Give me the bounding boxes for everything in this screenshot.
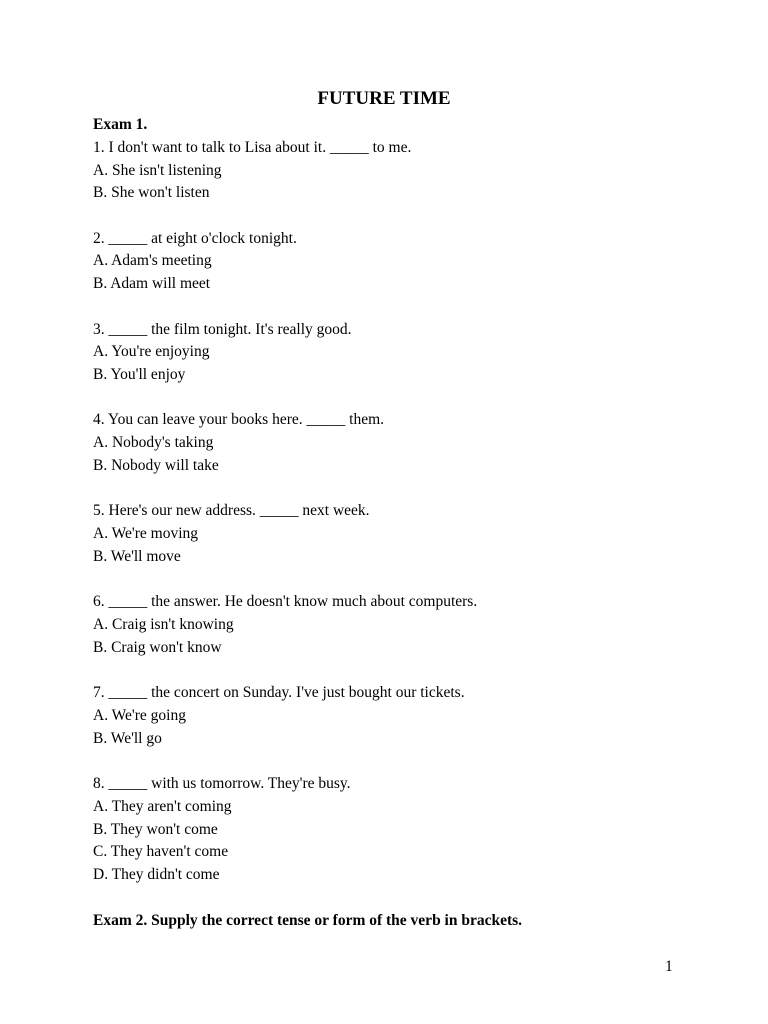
answer-option: A. We're moving: [93, 525, 199, 543]
answer-option: C. They haven't come: [93, 843, 229, 861]
answer-option: B. We'll move: [93, 547, 181, 565]
question-5: [93, 500, 733, 568]
answer-option: A. Craig isn't knowing: [93, 616, 234, 634]
answer-option: B. She won't listen: [93, 184, 210, 202]
question-stem: 2. _____ at eight o'clock tonight.: [93, 229, 297, 247]
document-body: [93, 114, 733, 932]
answer-option: A. You're enjoying: [93, 343, 210, 361]
question-6: [93, 591, 733, 659]
answer-option: A. They aren't coming: [93, 797, 232, 815]
answer-option: B. You'll enjoy: [93, 366, 186, 384]
question-stem: 7. _____ the concert on Sunday. I've just bought our tickets.: [93, 684, 465, 702]
answer-option: B. Nobody will take: [93, 457, 219, 475]
question-stem: 5. Here's our new address. _____ next week.: [93, 502, 370, 520]
question-stem: 3. _____ the film tonight. It's really good.: [93, 320, 352, 338]
question-stem: 1. I don't want to talk to Lisa about it. _____ to me.: [93, 138, 412, 156]
answer-option: B. Craig won't know: [93, 638, 222, 656]
question-4: [93, 409, 733, 477]
exam1-heading: Exam 1.: [93, 116, 148, 133]
answer-option: B. We'll go: [93, 729, 162, 747]
document-title: FUTURE TIME: [317, 88, 451, 109]
question-3: [93, 319, 733, 387]
answer-option: A. We're going: [93, 706, 186, 724]
answer-option: A. She isn't listening: [93, 161, 222, 179]
question-7: [93, 682, 733, 750]
answer-option: D. They didn't come: [93, 866, 220, 884]
exam2-heading: Exam 2. Supply the correct tense or form of the verb in brackets.: [93, 911, 523, 929]
answer-option: B. They won't come: [93, 820, 218, 838]
page-number: 1: [665, 958, 673, 975]
question-stem: 6. _____ the answer. He doesn't know much about computers.: [93, 593, 478, 611]
question-8: [93, 773, 733, 887]
question-stem: 8. _____ with us tomorrow. They're busy.: [93, 775, 351, 793]
answer-option: A. Adam's meeting: [93, 252, 212, 270]
question-1: [93, 137, 733, 205]
answer-option: A. Nobody's taking: [93, 434, 214, 452]
question-stem: 4. You can leave your books here. _____ them.: [93, 411, 385, 429]
answer-option: B. Adam will meet: [93, 275, 211, 293]
question-2: [93, 228, 733, 296]
